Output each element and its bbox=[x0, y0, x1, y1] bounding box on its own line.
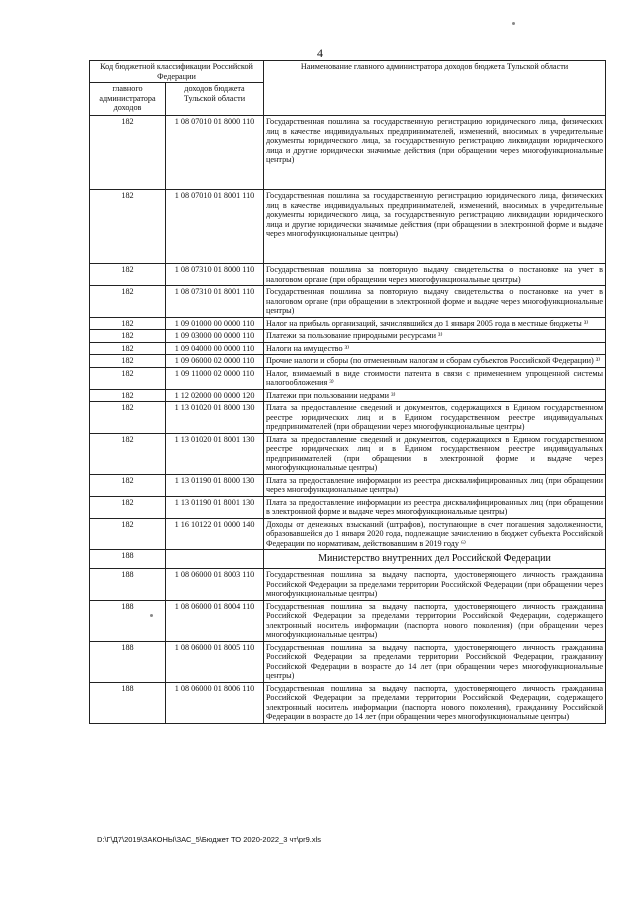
income-code-cell: 1 08 06000 01 8004 110 bbox=[166, 600, 264, 641]
table-row bbox=[90, 402, 606, 434]
table-row bbox=[90, 317, 606, 330]
income-code-cell: 1 08 07310 01 8000 110 bbox=[166, 264, 264, 286]
table-row bbox=[90, 550, 606, 569]
income-name-cell: Министерство внутренних дел Российской Федерации bbox=[264, 550, 606, 569]
admin-code-cell: 188 bbox=[90, 641, 166, 682]
income-name-cell: Государственная пошлина за государственную регистрацию юридического лица, физических лиц в качестве индивидуальных предпринимателей, изменений, вносимых в учредительные документы юридического лица, за государственную регистрацию ликвидации юридического лица и другие юридически значимые действия (при обращении через многофункциональные центры) bbox=[264, 116, 606, 190]
income-code-cell: 1 13 01190 01 8001 130 bbox=[166, 496, 264, 518]
admin-code-cell: 182 bbox=[90, 317, 166, 330]
admin-code-cell: 182 bbox=[90, 389, 166, 402]
admin-code-cell: 182 bbox=[90, 367, 166, 389]
admin-code-cell: 182 bbox=[90, 264, 166, 286]
table-row bbox=[90, 330, 606, 343]
table-row bbox=[90, 355, 606, 368]
income-name-cell: Налоги на имущество ³⁾ bbox=[264, 342, 606, 355]
scan-speck bbox=[150, 614, 153, 617]
table-row bbox=[90, 569, 606, 601]
income-name-cell: Государственная пошлина за выдачу паспорта, удостоверяющего личность гражданина Российской Федерации за пределами территории Российской Федерации, содержащего электронный носитель информации (паспорта нового поколения) (при обращении через многофункциональные центры) bbox=[264, 600, 606, 641]
income-code-cell: 1 09 01000 00 0000 110 bbox=[166, 317, 264, 330]
income-code-cell: 1 13 01020 01 8001 130 bbox=[166, 433, 264, 474]
income-name-cell: Доходы от денежных взысканий (штрафов), поступающие в счет погашения задолженности, образовавшейся до 1 января 2020 года, подлежащие зачислению в бюджет субъекта Российской Федерации по нормативам, действовавшим в 2019 году ⁶⁾ bbox=[264, 518, 606, 550]
admin-code-cell: 182 bbox=[90, 474, 166, 496]
income-name-cell: Платежи при пользовании недрами ³⁾ bbox=[264, 389, 606, 402]
table-body bbox=[90, 116, 606, 724]
table-row bbox=[90, 264, 606, 286]
table-row bbox=[90, 190, 606, 264]
table-row bbox=[90, 116, 606, 190]
table-row bbox=[90, 641, 606, 682]
table-row bbox=[90, 496, 606, 518]
table-row bbox=[90, 389, 606, 402]
income-code-cell: 1 08 07310 01 8001 110 bbox=[166, 286, 264, 318]
income-code-cell: 1 08 07010 01 8000 110 bbox=[166, 116, 264, 190]
admin-code-cell: 188 bbox=[90, 550, 166, 569]
income-name-cell: Плата за предоставление сведений и документов, содержащихся в Едином государственном реестре юридических лиц и в Едином государственном реестре индивидуальных предпринимателей (при обращении через многофункциональные центры) bbox=[264, 402, 606, 434]
income-name-cell: Плата за предоставление информации из реестра дисквалифицированных лиц (при обращении через многофункциональные центры) bbox=[264, 474, 606, 496]
header-income-code: доходов бюджета Тульской области bbox=[166, 83, 264, 116]
table-row bbox=[90, 367, 606, 389]
table-row bbox=[90, 600, 606, 641]
file-path-footer: D:\Г\Д7\2019\ЗАКОНЫ\ЗАС_5\Бюджет ТО 2020-2022_3 чт\pr9.xls bbox=[97, 835, 322, 844]
income-name-cell: Плата за предоставление сведений и документов, содержащихся в Едином государственном реестре юридических лиц и в Едином государственном реестре индивидуальных предпринимателей (при обращении в электронной форме и выдаче через многофункциональные центры) bbox=[264, 433, 606, 474]
table-row bbox=[90, 286, 606, 318]
income-name-cell: Плата за предоставление информации из реестра дисквалифицированных лиц (при обращении в электронной форме и выдаче через многофункциональные центры) bbox=[264, 496, 606, 518]
income-name-cell: Государственная пошлина за повторную выдачу свидетельства о постановке на учет в налоговом органе (при обращении в электронной форме и выдаче через многофункциональные центры) bbox=[264, 286, 606, 318]
admin-code-cell: 188 bbox=[90, 569, 166, 601]
income-code-cell: 1 09 03000 00 0000 110 bbox=[166, 330, 264, 343]
admin-code-cell: 182 bbox=[90, 330, 166, 343]
table-row bbox=[90, 342, 606, 355]
income-code-cell: 1 09 06000 02 0000 110 bbox=[166, 355, 264, 368]
income-code-cell: 1 08 06000 01 8006 110 bbox=[166, 682, 264, 723]
income-code-cell bbox=[166, 550, 264, 569]
admin-code-cell: 182 bbox=[90, 286, 166, 318]
admin-code-cell: 182 bbox=[90, 402, 166, 434]
income-name-cell: Государственная пошлина за выдачу паспорта, удостоверяющего личность гражданина Российской Федерации за пределами территории Российской Федерации, содержащего электронный носитель информации (паспорта нового поколения), гражданину Российской Федерации в возрасте до 14 лет (при обращении через многофункциональные центры) bbox=[264, 682, 606, 723]
admin-code-cell: 188 bbox=[90, 600, 166, 641]
income-code-cell: 1 09 04000 00 0000 110 bbox=[166, 342, 264, 355]
income-name-cell: Налог на прибыль организаций, зачислявшийся до 1 января 2005 года в местные бюджеты ³⁾ bbox=[264, 317, 606, 330]
header-admin-name: Наименование главного администратора доходов бюджета Тульской области bbox=[264, 61, 606, 116]
income-code-cell: 1 08 06000 01 8005 110 bbox=[166, 641, 264, 682]
income-code-cell: 1 16 10122 01 0000 140 bbox=[166, 518, 264, 550]
scan-speck bbox=[512, 22, 515, 25]
income-name-cell: Государственная пошлина за повторную выдачу свидетельства о постановке на учет в налоговом органе (при обращении через многофункциональные центры) bbox=[264, 264, 606, 286]
admin-code-cell: 182 bbox=[90, 496, 166, 518]
admin-code-cell: 182 bbox=[90, 518, 166, 550]
income-code-cell: 1 08 06000 01 8003 110 bbox=[166, 569, 264, 601]
budget-classification-table bbox=[89, 60, 606, 724]
admin-code-cell: 182 bbox=[90, 342, 166, 355]
admin-code-cell: 182 bbox=[90, 190, 166, 264]
header-admin-code: главного администратора доходов bbox=[90, 83, 166, 116]
table-row bbox=[90, 433, 606, 474]
table-row bbox=[90, 682, 606, 723]
income-name-cell: Платежи за пользование природными ресурсами ³⁾ bbox=[264, 330, 606, 343]
income-name-cell: Государственная пошлина за выдачу паспорта, удостоверяющего личность гражданина Российской Федерации за пределами территории Российской Федерации (при обращении через многофункциональные центры) bbox=[264, 569, 606, 601]
header-classification-group: Код бюджетной классификации Российской Федерации bbox=[90, 61, 264, 83]
income-code-cell: 1 09 11000 02 0000 110 bbox=[166, 367, 264, 389]
income-name-cell: Государственная пошлина за выдачу паспорта, удостоверяющего личность гражданина Российской Федерации за пределами территории Российской Федерации, гражданину Российской Федерации в возрасте до 14 лет (при обращении через многофункциональные центры) bbox=[264, 641, 606, 682]
admin-code-cell: 182 bbox=[90, 433, 166, 474]
income-code-cell: 1 12 02000 00 0000 120 bbox=[166, 389, 264, 402]
table-row bbox=[90, 518, 606, 550]
income-code-cell: 1 08 07010 01 8001 110 bbox=[166, 190, 264, 264]
income-code-cell: 1 13 01190 01 8000 130 bbox=[166, 474, 264, 496]
table-row bbox=[90, 474, 606, 496]
income-name-cell: Государственная пошлина за государственную регистрацию юридического лица, физических лиц в качестве индивидуальных предпринимателей, изменений, вносимых в учредительные документы юридического лица, за государственную регистрацию ликвидации юридического лица и другие юридически значимые действия (при обращении в электронной форме и выдаче через многофункциональные центры) bbox=[264, 190, 606, 264]
admin-code-cell: 188 bbox=[90, 682, 166, 723]
income-name-cell: Прочие налоги и сборы (по отмененным налогам и сборам субъектов Российской Федерации) ³⁾ bbox=[264, 355, 606, 368]
income-code-cell: 1 13 01020 01 8000 130 bbox=[166, 402, 264, 434]
admin-code-cell: 182 bbox=[90, 116, 166, 190]
page-number: 4 bbox=[317, 46, 323, 60]
admin-code-cell: 182 bbox=[90, 355, 166, 368]
income-name-cell: Налог, взимаемый в виде стоимости патента в связи с применением упрощенной системы налогообложения ³⁾ bbox=[264, 367, 606, 389]
